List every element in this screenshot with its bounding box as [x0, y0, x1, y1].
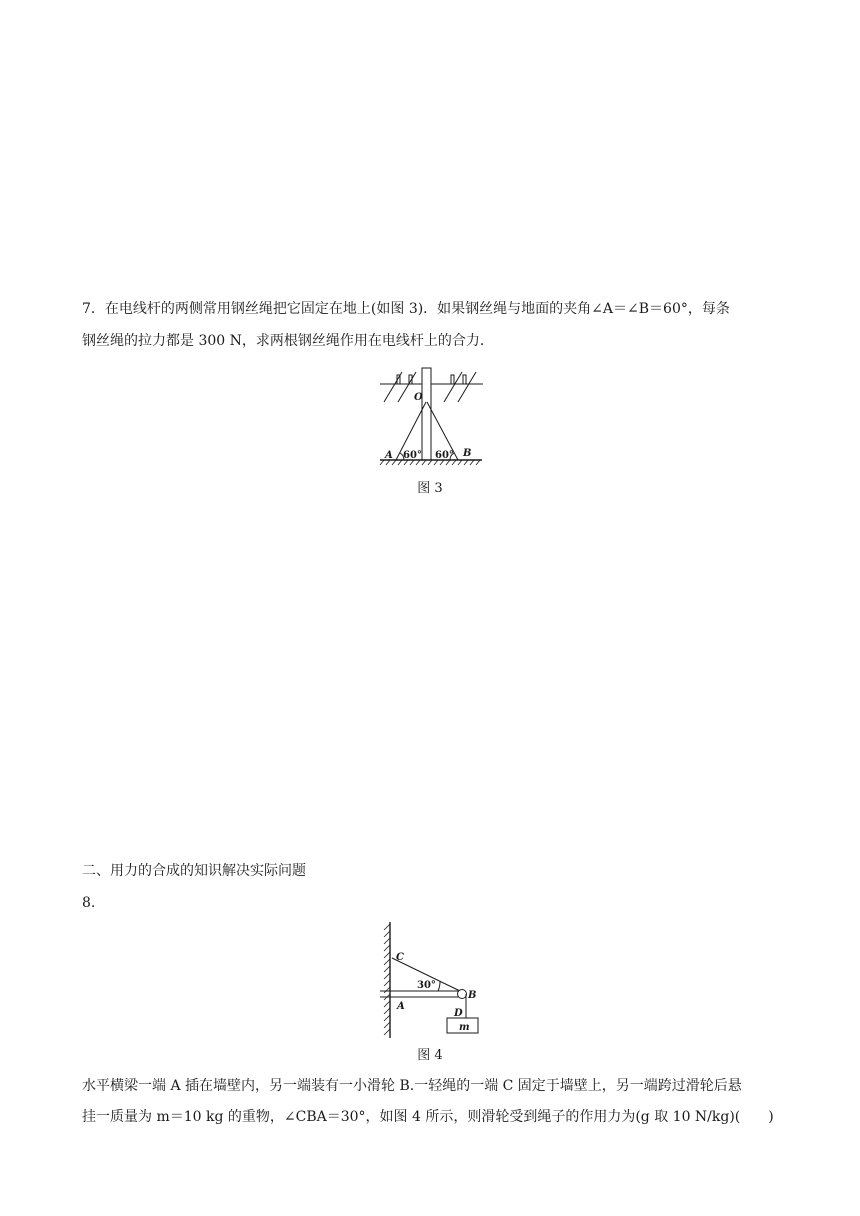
- pole: [422, 368, 431, 460]
- question-7-line-2: 钢丝绳的拉力都是 300 N，求两根钢丝绳作用在电线杆上的合力．: [82, 333, 494, 349]
- angle-b-label: 60°: [435, 450, 454, 461]
- pulley: [458, 990, 467, 999]
- figure-4-pulley-system: [376, 920, 488, 1040]
- figure-4-caption: 图 4: [417, 1048, 443, 1063]
- angle-cba-label: 30°: [417, 980, 436, 991]
- label-b: B: [468, 990, 477, 1001]
- question-8-number: 8.: [82, 895, 96, 911]
- figure-3-caption: 图 3: [417, 481, 443, 496]
- section-2-heading: 二、用力的合成的知识解决实际问题: [82, 863, 306, 879]
- label-d: D: [454, 1008, 463, 1019]
- question-8-line-1: 水平横梁一端 A 插在墙壁内，另一端装有一小滑轮 B.一轻绳的一端 C 固定于墙壁上，另一端跨过滑轮后悬: [82, 1078, 742, 1094]
- figure-3-utility-pole: [376, 364, 488, 468]
- label-a: A: [385, 450, 393, 461]
- label-c: C: [396, 952, 404, 963]
- question-7-line-1: 7．在电线杆的两侧常用钢丝绳把它固定在地上(如图 3)．如果钢丝绳与地面的夹角∠A＝∠B＝60°，每条: [82, 301, 730, 317]
- label-b: B: [463, 448, 472, 459]
- question-8-line-2: 挂一质量为 m＝10 kg 的重物，∠CBA＝30°，如图 4 所示，则滑轮受到绳子的作用力为(g 取 10 N/kg)( ): [82, 1109, 774, 1125]
- label-m: m: [459, 1022, 470, 1033]
- label-o: O: [414, 392, 423, 403]
- label-a: A: [397, 1001, 405, 1012]
- angle-a-label: 60°: [403, 450, 422, 461]
